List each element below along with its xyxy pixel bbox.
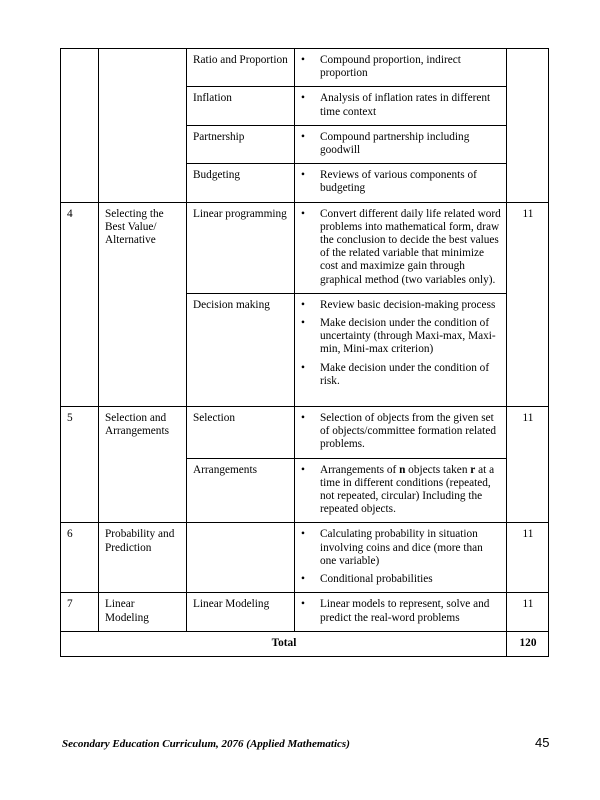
learning-content-cell [295,202,507,293]
total-value: 120 [507,631,549,656]
bullet-icon: • [301,207,305,220]
learning-content-cell [295,125,507,163]
list-item: • Review basic decision-making process [301,298,496,311]
bullet-icon: • [301,92,305,105]
list-item: • Make decision under the condition of risk. [301,361,490,387]
hours-cell: 11 [507,523,549,593]
list-item: • Reviews of various components of budgeting [301,169,477,195]
hours-cell: 11 [507,407,549,523]
content-area-cell: Partnership [187,125,295,163]
learning-content-cell [295,87,507,125]
content-area-cell [187,523,295,593]
bullet-icon: • [301,528,305,541]
list-item [301,464,501,517]
list-item: • Convert different daily life related word problems into mathematical form, draw the conclusion to decide the best values of the related variable that minimize cost and maximize gain through graphical method (two variables only). [301,207,501,286]
bullet-icon: • [301,573,305,586]
unit-title-cell: Linear Modeling [99,593,187,631]
list-item: • Calculating probability in situation involving coins and dice (more than one variable) [301,528,483,567]
bullet-icon: • [301,130,305,143]
learning-content-cell [295,49,507,87]
unit-number-cell: 5 [61,407,99,523]
list-item: • Make decision under the condition of uncertainty (through Maxi-max, Maxi-min, Mini-max criterion) [301,317,496,356]
learning-content-cell [295,523,507,593]
learning-content-cell [295,293,507,406]
unit-title-cell: Selection and Arrangements [99,407,187,523]
list-item: • Analysis of inflation rates in different time context [301,92,491,118]
table-row [61,593,549,631]
table-row [61,407,549,459]
unit-title-cell: Selecting the Best Value/ Alternative [99,202,187,406]
content-area-cell: Arrangements [187,458,295,523]
hours-cell [507,49,549,203]
list-item: • Linear models to represent, solve and predict the real-word problems [301,598,490,624]
learning-content-cell [295,164,507,202]
content-area-cell: Linear programming [187,202,295,293]
bullet-icon: • [301,317,305,330]
unit-title-cell [99,49,187,203]
unit-title-cell: Probability and Prediction [99,523,187,593]
page-number: 45 [535,735,550,750]
bullet-icon: • [301,54,305,66]
bullet-icon: • [301,412,305,425]
content-area-cell: Selection [187,407,295,459]
arrangements-text: Arrangements of n objects taken r at a time in different conditions (repeated, not repeated, circular) Including the repeated objects. [320,463,495,516]
bullet-icon: • [301,169,305,182]
list-item: • Compound partnership including goodwill [301,130,470,157]
unit-number-cell [61,49,99,203]
hours-cell: 11 [507,593,549,631]
unit-number-cell: 7 [61,593,99,631]
learning-content-cell [295,407,507,459]
total-label: Total [61,631,507,656]
content-area-cell: Ratio and Proportion [187,49,295,87]
unit-number-cell: 6 [61,523,99,593]
content-area-cell: Inflation [187,87,295,125]
unit-number-cell: 4 [61,202,99,406]
bullet-icon: • [301,298,305,311]
content-area-cell: Linear Modeling [187,593,295,631]
list-item: • Compound proportion, indirect proportion [301,54,461,80]
bullet-icon: • [301,463,305,476]
learning-content-cell [295,593,507,631]
bullet-icon: • [301,361,305,374]
bullet-icon: • [301,598,305,611]
table-row [61,49,549,87]
table-row [61,202,549,293]
list-item: • Conditional probabilities [301,573,433,586]
footer-title: Secondary Education Curriculum, 2076 (Applied Mathematics) [62,738,350,750]
table-row [61,523,549,593]
curriculum-table [60,48,549,657]
learning-content-cell [295,458,507,523]
hours-cell: 11 [507,202,549,406]
list-item: • Selection of objects from the given set of objects/committee formation related problems. [301,412,496,451]
content-area-cell: Decision making [187,293,295,406]
total-row [61,631,549,656]
content-area-cell: Budgeting [187,164,295,202]
